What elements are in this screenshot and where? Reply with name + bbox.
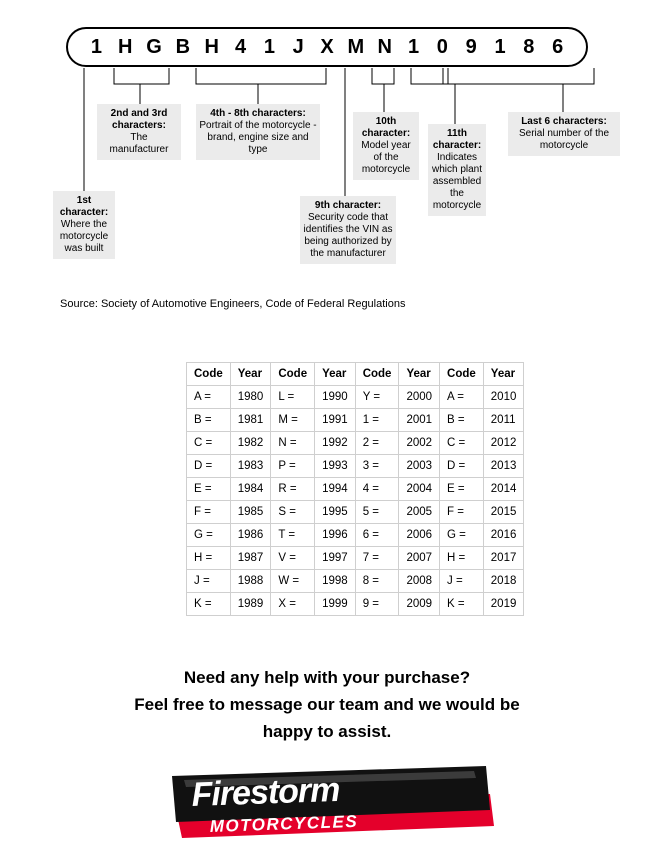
callout-first-character: [53, 191, 115, 259]
callout-model-year: [353, 112, 419, 180]
cell-year: 2015: [483, 501, 524, 524]
help-line-1: Need any help with your purchase?: [183, 668, 471, 687]
vin-character: 6: [552, 36, 564, 58]
cell-code: L =: [271, 386, 315, 409]
cell-code: 3 =: [355, 455, 399, 478]
cell-code: B =: [440, 409, 484, 432]
callout-title: Last 6 characters:: [521, 116, 607, 127]
cell-year: 2017: [483, 547, 524, 570]
cell-code: 4 =: [355, 478, 399, 501]
cell-code: P =: [271, 455, 315, 478]
help-message: [0, 664, 654, 745]
cell-year: 1999: [315, 593, 356, 616]
table-row: [187, 478, 524, 501]
cell-code: D =: [187, 455, 231, 478]
table-row: [187, 524, 524, 547]
vin-character: H: [118, 36, 133, 58]
cell-year: 2008: [399, 570, 440, 593]
cell-year: 2005: [399, 501, 440, 524]
table-header-row: [187, 363, 524, 386]
cell-code: R =: [271, 478, 315, 501]
cell-year: 2007: [399, 547, 440, 570]
cell-year: 2003: [399, 455, 440, 478]
column-header: Code: [187, 363, 231, 386]
cell-year: 1988: [230, 570, 271, 593]
table-row: [187, 570, 524, 593]
vin-character: J: [292, 36, 304, 58]
cell-code: 1 =: [355, 409, 399, 432]
cell-year: 2006: [399, 524, 440, 547]
callout-vehicle-descriptor: [196, 104, 320, 160]
callout-title: 9th character:: [314, 200, 382, 211]
callout-body: Portrait of the motorcycle - brand, engine size and type: [199, 120, 317, 155]
column-header: Code: [440, 363, 484, 386]
cell-code: F =: [440, 501, 484, 524]
table-row: [187, 455, 524, 478]
vin-character: X: [320, 36, 334, 58]
cell-code: V =: [271, 547, 315, 570]
table-row: [187, 386, 524, 409]
cell-year: 2010: [483, 386, 524, 409]
callout-body: Serial number of the motorcycle: [518, 128, 610, 151]
cell-code: S =: [271, 501, 315, 524]
cell-year: 1998: [315, 570, 356, 593]
cell-code: K =: [187, 593, 231, 616]
cell-year: 2001: [399, 409, 440, 432]
cell-year: 1981: [230, 409, 271, 432]
cell-year: 1983: [230, 455, 271, 478]
cell-code: 5 =: [355, 501, 399, 524]
vin-character: B: [175, 36, 191, 58]
cell-code: 9 =: [355, 593, 399, 616]
cell-code: F =: [187, 501, 231, 524]
callout-title: 1st character:: [59, 195, 109, 218]
callout-body: Indicates which plant assembled the motorcycle: [431, 152, 483, 211]
firestorm-motorcycles-logo: [168, 764, 498, 844]
cell-year: 2012: [483, 432, 524, 455]
callout-security-code: [300, 196, 396, 264]
column-header: Code: [271, 363, 315, 386]
cell-year: 2002: [399, 432, 440, 455]
table-row: [187, 593, 524, 616]
logo-subtitle-text: MOTORCYCLES: [209, 811, 359, 836]
column-header: Year: [315, 363, 356, 386]
vin-character: N: [377, 36, 392, 58]
vin-character: 4: [234, 36, 247, 58]
cell-code: G =: [187, 524, 231, 547]
cell-year: 2019: [483, 593, 524, 616]
vin-character: 1: [90, 36, 102, 58]
cell-year: 1986: [230, 524, 271, 547]
callout-serial-number: [508, 112, 620, 156]
vin-character: 9: [465, 36, 477, 58]
cell-year: 1984: [230, 478, 271, 501]
cell-code: 7 =: [355, 547, 399, 570]
cell-code: W =: [271, 570, 315, 593]
column-header: Code: [355, 363, 399, 386]
cell-code: E =: [440, 478, 484, 501]
cell-year: 1980: [230, 386, 271, 409]
callout-title: 11th character:: [432, 128, 482, 151]
help-line-2: Feel free to message our team and we would be: [134, 695, 520, 714]
column-header: Year: [399, 363, 440, 386]
cell-year: 2018: [483, 570, 524, 593]
cell-year: 1991: [315, 409, 356, 432]
callout-body: Security code that identifies the VIN as being authorized by the manufacturer: [303, 212, 393, 259]
cell-year: 1996: [315, 524, 356, 547]
cell-code: J =: [187, 570, 231, 593]
cell-year: 1992: [315, 432, 356, 455]
callout-body: Model year of the motorcycle: [361, 140, 411, 175]
cell-year: 1982: [230, 432, 271, 455]
cell-code: T =: [271, 524, 315, 547]
cell-code: K =: [440, 593, 484, 616]
cell-year: 2004: [399, 478, 440, 501]
cell-code: A =: [187, 386, 231, 409]
cell-year: 1994: [315, 478, 356, 501]
cell-year: 1993: [315, 455, 356, 478]
cell-year: 1990: [315, 386, 356, 409]
logo-graphic: [168, 764, 498, 844]
cell-year: 2000: [399, 386, 440, 409]
cell-code: C =: [440, 432, 484, 455]
vin-character: 1: [263, 36, 275, 58]
callout-assembly-plant: [428, 124, 486, 216]
table-row: [187, 409, 524, 432]
cell-code: C =: [187, 432, 231, 455]
vin-character: 1: [407, 36, 420, 58]
cell-year: 2013: [483, 455, 524, 478]
table-row: [187, 547, 524, 570]
source-note: Source: Society of Automotive Engineers, Code of Federal Regulations: [60, 298, 406, 310]
cell-code: D =: [440, 455, 484, 478]
cell-year: 2011: [483, 409, 524, 432]
column-header: Year: [483, 363, 524, 386]
vin-number-bar: [66, 27, 588, 67]
cell-code: J =: [440, 570, 484, 593]
cell-year: 2009: [399, 593, 440, 616]
callout-title: 10th character:: [361, 116, 411, 139]
cell-year: 1997: [315, 547, 356, 570]
column-header: Year: [230, 363, 271, 386]
table-row: [187, 432, 524, 455]
callout-body: The manufacturer: [109, 132, 169, 155]
cell-year: 1989: [230, 593, 271, 616]
cell-code: M =: [271, 409, 315, 432]
cell-code: N =: [271, 432, 315, 455]
model-year-code-table: [186, 362, 524, 616]
cell-year: 1985: [230, 501, 271, 524]
cell-code: X =: [271, 593, 315, 616]
cell-code: Y =: [355, 386, 399, 409]
callout-title: 2nd and 3rd characters:: [110, 108, 168, 131]
cell-code: E =: [187, 478, 231, 501]
cell-code: 6 =: [355, 524, 399, 547]
cell-year: 1987: [230, 547, 271, 570]
vin-character: M: [347, 36, 365, 58]
help-line-3: happy to assist.: [262, 722, 392, 741]
callout-body: Where the motorcycle was built: [59, 219, 109, 254]
callout-title: 4th - 8th characters:: [210, 108, 306, 119]
cell-code: H =: [440, 547, 484, 570]
cell-year: 1995: [315, 501, 356, 524]
table-row: [187, 501, 524, 524]
vin-character: 0: [436, 36, 448, 58]
vin-character: G: [146, 36, 162, 58]
callout-manufacturer: [97, 104, 181, 160]
cell-code: 8 =: [355, 570, 399, 593]
cell-code: A =: [440, 386, 484, 409]
cell-code: 2 =: [355, 432, 399, 455]
vin-character: 8: [523, 36, 535, 58]
cell-code: B =: [187, 409, 231, 432]
vin-character: H: [204, 36, 219, 58]
vin-character: 1: [494, 36, 506, 58]
cell-code: G =: [440, 524, 484, 547]
cell-year: 2014: [483, 478, 524, 501]
logo-brand-text: Firestorm: [190, 770, 341, 814]
cell-code: H =: [187, 547, 231, 570]
cell-year: 2016: [483, 524, 524, 547]
